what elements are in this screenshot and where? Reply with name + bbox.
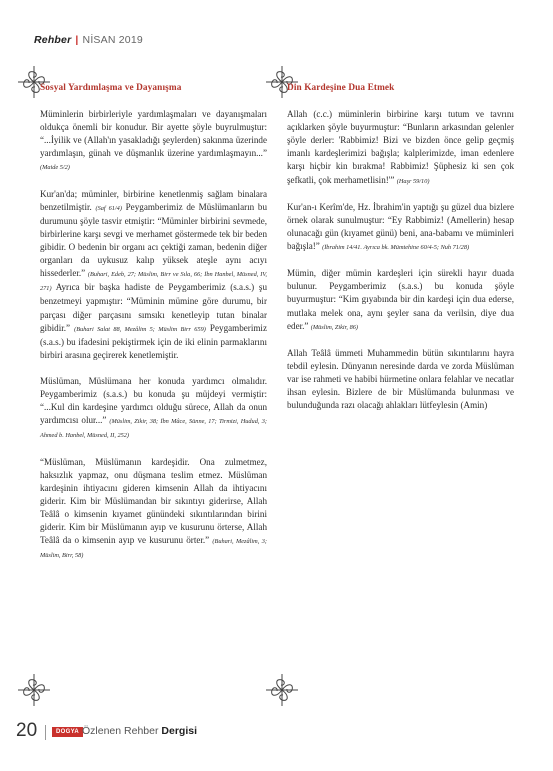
paragraph bbox=[287, 267, 514, 333]
magazine-brand: Rehber bbox=[34, 34, 72, 46]
magazine-title-light: Özlenen Rehber bbox=[82, 725, 159, 737]
citation: (Haşr 59/10) bbox=[396, 177, 430, 185]
citation: (Maide 5/2) bbox=[40, 164, 70, 172]
paragraph-text: Kur'an-ı Kerîm'de, Hz. İbrahim'in yaptığı şu güzel dua bizlere örnek olarak sunulmuştur: “Ey Rabbimiz! (Amellerin) hesap olunacağı gün (kıyamet günü) beni, ana-babamı ve müminleri bağışla!” bbox=[287, 201, 514, 252]
citation: (Buhari Salat 88, Mezâlim 5; Müslim Birr 659) bbox=[74, 325, 206, 333]
left-column bbox=[40, 82, 267, 575]
page-header bbox=[34, 34, 143, 46]
issue-date: NİSAN 2019 bbox=[82, 34, 143, 46]
citation: (Saf 61/4) bbox=[95, 204, 122, 212]
paragraph bbox=[40, 188, 267, 362]
magazine-title-bold: Dergisi bbox=[161, 725, 197, 737]
paragraph-text: Peygamberimiz (s.a.s.) bu ifadesini pekiştirmek için de iki elinin parmaklarını birbiri arasına geçirerek kenetlemiştir. bbox=[40, 322, 267, 360]
paragraph-text: Ayrıca bir başka hadiste de Peygamberimiz (s.a.s.) şu benzetmeyi yapmıştır: “Müminin mümine göre durumu, bir parçası diğer parçasını sımsıkı kenetleyip tutan binalar gibidir.” bbox=[40, 282, 267, 333]
page-footer bbox=[16, 720, 536, 742]
citation: (Müslim, Zikir, 86) bbox=[310, 323, 358, 331]
paragraph-text: Mümin, diğer mümin kardeşleri için sürekli hayır duada bulunur. Peygamberimiz (s.a.s.) bu konuda şöyle buyurmuştur: “Kim gıyabında bir din kardeşi için dua ederse, mutlaka melek ona, aynı şeyler sana da verilsin, diye dua eder.” bbox=[287, 268, 514, 331]
header-separator: | bbox=[75, 34, 79, 46]
section-title-social-solidarity: Sosyal Yardımlaşma ve Dayanışma bbox=[40, 83, 182, 93]
paragraph-text: “Müslüman, Müslümanın kardeşidir. Ona zulmetmez, haksızlık yapmaz, onu düşmana teslim etmez. Müslüman kardeşinin ihtiyacını gideren kimsenin Allah da ihtiyacını giderir. Kim bir Müslümandan bir sıkıntıyı giderirse, Allah Teâlâ o kimsenin kıyamet günündeki sıkıntılarından birini giderir. Kim bir Müslümanın ayıp ve kusurunu örterse, Allah Teâlâ da o kimsenin ayıp ve kusurunu örter.” bbox=[40, 456, 267, 546]
citation: (İbrahim 14/41. Ayrıca bk. Mümtehine 60/4-5; Nuh 71/28) bbox=[322, 244, 470, 252]
right-column bbox=[287, 82, 514, 425]
paragraph-text: Müminlerin birbirleriyle yardımlaşmaları ve dayanışmaları oldukça önemli bir konudur. Bir ayette şöyle buyrulmuştur: “...İyilik ve (Allah'ın yasakladığı şeylerden) sakınma üzerinde yardımlaşın, günah ve düşmanlık üzerine yardımlaşmayın...” bbox=[40, 109, 267, 159]
corner-ornament-bottom-right-icon bbox=[262, 670, 302, 710]
magazine-title bbox=[82, 725, 197, 737]
paragraph-text: Allah Teâlâ ümmeti Muhammedin bütün sıkıntılarını hayra tebdil eylesin. Dünyanın neresinde darda ve zorda Müslüman var ise rahmeti ve habibi hürmetine onlara felahlar ve necatlar ihsan eylesin. Bizlere de bir Müslümanda bulunması ve bulunduğunda razı olacağı ahlakları lütfeylesin (Amin) bbox=[287, 347, 514, 411]
paragraph bbox=[40, 456, 267, 563]
citation: (Buhari, Mezâlim, 3; Müslim, Birr, 58) bbox=[40, 538, 267, 560]
paragraph-text: Peygamberimiz de Müslümanların bu durumunu şöyle tasvir etmiştir: “Müminler birbirini sevmede, birbirlerine karşı sevgi ve merhamet göstermede tek bir beden gibidir. O bedenin bir organı acı çektiği zaman, bedenin diğer organları da uykusuz kalıp yüksek ateşle aynı acıyı hissederler.” bbox=[40, 201, 268, 279]
citation: (Müslim, Zikir, 38; İbn Mâce, Sünne, 17; Tirmizi, Hudud, 3; Ahmed b. Hanbel, Müsned, II, 252) bbox=[40, 418, 267, 440]
paragraph-text: Müslüman, Müslümana her konuda yardımcı olmalıdır. Peygamberimiz (s.a.s.) bu konuda şu müjdeyi vermiştir: “...Kul din kardeşine yardımcı olduğu sürece, Allah da onun yardımcısı olur...” bbox=[40, 375, 267, 426]
section-title-prayer: Din Kardeşine Dua Etmek bbox=[287, 83, 395, 93]
paragraph bbox=[287, 108, 514, 188]
paragraph bbox=[40, 108, 267, 174]
citation: (Buhari, Edeb, 27; Müslim, Birr ve Sıla, 66; İbn Hanbel, Müsned, IV, 271) bbox=[40, 271, 267, 293]
page-number: 20 bbox=[16, 720, 38, 741]
paragraph-text: Allah (c.c.) müminlerin birbirine karşı tutum ve tavrını açıklarken şöyle buyurmuştur: “Bunların arkasından gelenler şöyle derler: 'Rabbimiz! Bizi ve bizden önce gelip geçmiş imanlı kardeşlerimizi bağışla; kalplerimizde, iman edenlere karşı hiçbir kin bırakma! Rabbimiz! Şüphesiz ki sen çok şefkatli, çok merhametlisin!'” bbox=[287, 109, 514, 185]
corner-ornament-bottom-left-icon bbox=[14, 670, 54, 710]
paragraph bbox=[287, 201, 514, 254]
paragraph bbox=[287, 347, 514, 412]
paragraph-text: Kur'an'da; müminler, birbirine kenetlenmiş sağlam binalara benzetilmiştir. bbox=[40, 188, 267, 212]
footer-divider bbox=[45, 725, 46, 740]
paragraph bbox=[40, 375, 267, 442]
publisher-badge: DOGYA bbox=[52, 727, 83, 737]
